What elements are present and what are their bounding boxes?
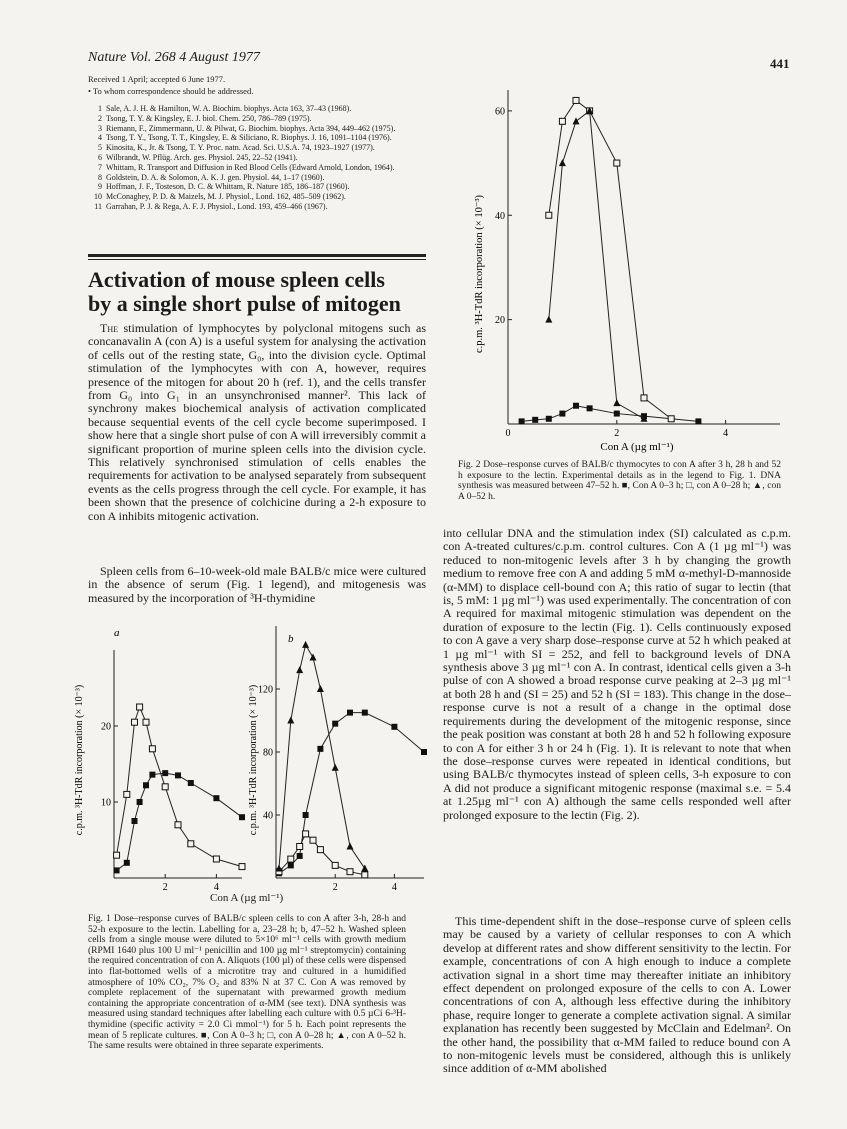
fig2-point-open-square	[546, 212, 552, 218]
fig1b-y-tick-label: 120	[258, 684, 273, 696]
fig1a-point-filled-square	[143, 782, 149, 788]
reference-number: 7	[98, 162, 102, 172]
fig2-point-filled-square	[519, 418, 525, 424]
reference-text: McConaghey, P. D. & Maizels, M. J. Physiol., Lond. 162, 485–509 (1962).	[106, 192, 346, 202]
body-paragraph-4: This time-dependent shift in the dose–response curve of spleen cells may be caused by a variety of cellular responses to con A which develop at different rates and show different sensitivity to the lectin. For example, concentrations of con A high enough to induce a complete activation signal in a short time may thereafter initiate an inhibitory effect dependent on prolonged exposure of the cells to con A. Lower concentrations of con A, although less effective during the inhibitory phase, require longer to generate a complete activation signal. A similar explanation has recently been suggested by McClain and Edelman². On the other hand, the possibility that α-MM failed to reduce bound con A to non-mitogenic levels must be considered, although this is unlikely since addition of α-MM abolished	[443, 914, 791, 1076]
section-rule-thin	[88, 259, 426, 260]
fig2-point-open-square	[559, 118, 565, 124]
fig1a-point-filled-square	[188, 780, 194, 786]
fig1a-series-line	[117, 707, 242, 867]
fig2-point-open-square	[614, 160, 620, 166]
figure-2	[462, 84, 792, 456]
reference-number: 3	[98, 123, 102, 133]
fig1b-point-open-square	[288, 856, 294, 862]
fig1a-point-filled-square	[149, 772, 155, 778]
received-note: Received 1 April; accepted 6 June 1977.	[88, 74, 226, 84]
fig1b-y-axis-label: c.p.m. ³H-TdR incorporation (× 10⁻³)	[248, 684, 259, 836]
fig2-series-line	[549, 111, 644, 419]
reference-number: 1	[98, 104, 102, 113]
fig2-y-tick-label: 40	[495, 210, 505, 222]
fig1b-point-filled-square	[391, 724, 397, 730]
reference-number: 8	[98, 172, 102, 182]
fig1b-point-filled-square	[297, 853, 303, 859]
fig1b-point-filled-square	[347, 710, 353, 716]
fig2-point-filled-square	[695, 418, 701, 424]
fig1a-point-open-square	[114, 852, 120, 858]
reference-item	[88, 143, 433, 153]
fig1b-point-triangle	[332, 764, 339, 771]
article-title	[88, 268, 433, 316]
fig2-y-tick-label: 20	[495, 315, 505, 327]
fig1b-series-line	[279, 645, 365, 869]
fig2-point-triangle	[559, 159, 566, 166]
fig2-plot	[495, 90, 780, 439]
reference-number: 4	[98, 133, 102, 143]
fig2-point-open-square	[668, 416, 674, 422]
fig1b-point-triangle	[296, 666, 303, 673]
fig2-point-filled-square	[587, 405, 593, 411]
fig1a-point-open-square	[175, 822, 181, 828]
fig1b-point-open-square	[310, 837, 316, 843]
fig1b-x-tick-label: 4	[391, 882, 397, 890]
fig1b-point-filled-square	[332, 721, 338, 727]
fig1-x-axis-label: Con A (µg ml⁻¹)	[210, 892, 284, 904]
fig1b-point-triangle	[310, 654, 317, 661]
reference-text: Goldstein, D. A. & Solomon, A. K. J. gen. Physiol. 44, 1–17 (1960).	[106, 172, 325, 182]
fig1b-y-tick-label: 40	[263, 810, 273, 822]
reference-number: 5	[98, 143, 102, 153]
fig1b-point-filled-square	[303, 812, 309, 818]
fig1a-point-filled-square	[239, 814, 245, 820]
body-paragraph-3: into cellular DNA and the stimulation index (SI) calculated as c.p.m. con A-treated cultures/c.p.m. control cultures. Con A (1 µg ml⁻¹) was reduced to non-mitogenic levels after 3 h by changing the growth medium to remove free con A and adding 5 mM α-methyl-D-mannoside (α-MM) to displace cell-bound con A; this ratio of sugar to lectin (that is, 5 mM: 1 µg ml⁻¹) was used experimentally. The concentration of con A required for maximal mitogenic stimulation was dependent on the duration of exposure to the lectin (Fig. 1). Cells continuously exposed to con A gave a very sharp dose–response curve at 52 h which peaked at 1 µg ml⁻¹ with SI = 252, and fell to background levels of DNA synthesis above 3 µg ml⁻¹ con A. In contrast, identical cells given a 3-h pulse of con A showed a broad response curve peaking at 2–3 µg ml⁻¹ at both 28 h and (SI = 25) and 52 h (SI = 183). This change in the dose–response curve is not a result of a change in the optimal dose requirements during the development of the mitogenic response, since the peak position was constant at both 28 h and 52 h following exposure to con A for either 3 h or 24 h (Fig. 1). It is relevant to note that when the dose–response curves were repeated in identical conditions, but using BALB/c thymocytes instead of spleen cells, 3-h exposure to con A did not produce a significant mitogenic response (maximal s.e. = 5.4 at 1.25µg ml⁻¹ con A) although the same cells responded well after prolonged exposure to the lectin (Fig. 2).	[443, 526, 791, 822]
reference-text: Sale, A. J. H. & Hamilton, W. A. Biochim. biophys. Acta 163, 37–43 (1968).	[106, 104, 352, 113]
figure-1	[70, 620, 430, 890]
reference-text: Riemann, F., Zimmermann, U. & Pilwat, G. Biochim. biophys. Acta 394, 449–462 (1975).	[106, 123, 396, 133]
fig1b-point-open-square	[317, 847, 323, 853]
correspondence-note: • To whom correspondence should be addressed.	[88, 86, 254, 96]
reference-text: Hoffman, J. F., Tosteson, D. C. & Whittam, R. Nature 185, 186–187 (1960).	[106, 182, 350, 192]
reference-item	[88, 163, 433, 173]
fig2-point-triangle	[545, 316, 552, 323]
figure-2-caption: Fig. 2 Dose–response curves of BALB/c thymocytes to con A after 3 h, 28 h and 52 h exposure to the lectin. Experimental details as in the legend to Fig. 1. DNA synthesis was measured between 47–52 h. ■, Con A 0–3 h; □, con A 0–28 h; ▲, con A 0–52 h.	[458, 460, 781, 502]
reference-text: Tsong, T. Y., Tsong, T. T., Kingsley, E. & Siliciano, R. Biophys. J. 16, 1091–1104 (1976).	[106, 133, 392, 143]
fig2-point-filled-square	[573, 403, 579, 409]
journal-header: Nature Vol. 268 4 August 1977	[88, 50, 260, 65]
fig2-x-tick-label: 0	[505, 428, 511, 439]
reference-item	[88, 182, 433, 192]
fig1-panel-a	[101, 650, 245, 890]
fig2-point-triangle	[573, 117, 580, 124]
reference-number: 2	[98, 113, 102, 123]
reference-number: 11	[94, 201, 102, 211]
fig1b-point-open-square	[297, 844, 303, 850]
fig1a-y-tick-label: 20	[101, 721, 111, 733]
reference-item	[88, 153, 433, 163]
fig1b-point-filled-square	[288, 862, 294, 868]
reference-number: 9	[98, 182, 102, 192]
fig2-x-axis-label: Con A (µg ml⁻¹)	[600, 441, 674, 453]
reference-item	[88, 202, 433, 212]
fig1b-point-open-square	[362, 872, 368, 878]
reference-number: 6	[98, 152, 102, 162]
fig1a-x-tick-label: 2	[162, 882, 168, 890]
fig1a-y-axis-label: c.p.m. ³H-TdR incorporation (× 10⁻³)	[74, 684, 85, 836]
body-paragraph-1	[88, 322, 426, 523]
fig1b-point-triangle	[287, 717, 294, 724]
reference-item	[88, 104, 433, 114]
fig2-point-filled-square	[532, 417, 538, 423]
fig1b-point-open-square	[347, 869, 353, 875]
fig1a-point-open-square	[131, 719, 137, 725]
fig1b-point-triangle	[347, 843, 354, 850]
reference-item	[88, 192, 433, 202]
panel-b-label: b	[288, 633, 294, 645]
fig2-point-filled-square	[546, 416, 552, 422]
section-rule	[88, 254, 426, 257]
fig2-point-open-square	[573, 97, 579, 103]
fig1a-point-open-square	[213, 856, 219, 862]
fig1a-point-filled-square	[175, 772, 181, 778]
fig1a-point-open-square	[149, 746, 155, 752]
fig1b-point-open-square	[332, 862, 338, 868]
fig1b-point-filled-square	[362, 710, 368, 716]
fig1b-x-tick-label: 2	[332, 882, 338, 890]
reference-number: 10	[94, 192, 102, 202]
fig1a-point-open-square	[143, 719, 149, 725]
fig2-y-tick-label: 60	[495, 106, 505, 118]
fig1a-point-filled-square	[131, 818, 137, 824]
fig1a-point-filled-square	[114, 867, 120, 873]
fig1a-point-open-square	[124, 791, 130, 797]
reference-item	[88, 124, 433, 134]
fig1a-point-open-square	[162, 784, 168, 790]
fig2-point-filled-square	[614, 411, 620, 417]
reference-text: Whittam, R. Transport and Diffusion in Red Blood Cells (Edward Arnold, London, 1964).	[106, 162, 395, 172]
fig1a-point-open-square	[188, 841, 194, 847]
panel-a-label: a	[114, 627, 120, 639]
body-paragraph-2: Spleen cells from 6–10-week-old male BALB/c mice were cultured in the absence of serum (Fig. 1 legend), and mitogenesis was measured by the incorporation of ³H-thymidine	[88, 564, 426, 605]
fig2-point-triangle	[613, 399, 620, 406]
paragraph-1-text: stimulation of lymphocytes by polyclonal mitogens such as concanavalin A (con A) is a useful system for analysing the activation of cells out of the resting state, G₀, into the division cycle. Optimal stimulation of the lymphocytes with con A, however, requires presence of the mitogen for about 20 h (ref. 1), and the cells transfer from G₀ into G₁ in an unsynchronised manner². This lack of synchrony makes biochemical analysis of activation complicated because sequential events of the cell cycle become superimposed. I show here that a single short pulse of con A will irreversibly commit a significant proportion of murine spleen cells into the division cycle. This relatively synchronised stimulation of cells enables the requirements for activation to be analysed separately from subsequent events as the cells progress through the cell cycle. For example, it has been shown that the presence of colchicine during a 2-h exposure to con A inhibits mitogenic activation.	[88, 321, 427, 523]
fig1b-point-triangle	[302, 641, 309, 648]
lead-word: The	[100, 321, 118, 335]
fig1a-point-filled-square	[124, 860, 130, 866]
fig1a-point-filled-square	[213, 795, 219, 801]
fig1b-point-open-square	[303, 831, 309, 837]
reference-text: Kinosita, K., Jr. & Tsong, T. Y. Proc. natn. Acad. Sci. U.S.A. 74, 1923–1927 (1977).	[106, 143, 375, 153]
fig1a-point-open-square	[239, 864, 245, 870]
fig1a-y-tick-label: 10	[101, 797, 111, 809]
fig1a-point-filled-square	[137, 799, 143, 805]
fig1a-x-tick-label: 4	[213, 882, 219, 890]
title-line-1: Activation of mouse spleen cells	[88, 267, 385, 292]
fig2-y-axis-label: c.p.m. ³H-TdR incorporation (× 10⁻³)	[474, 194, 485, 354]
fig2-point-filled-square	[559, 411, 565, 417]
fig1a-point-open-square	[137, 704, 143, 710]
reference-item	[88, 133, 433, 143]
fig1b-point-filled-square	[421, 749, 427, 755]
reference-text: Wilbrandt, W. Pflüg. Arch. ges. Physiol. 245, 22–52 (1941).	[106, 152, 298, 162]
fig1-panel-b	[258, 626, 427, 890]
fig1a-point-filled-square	[162, 770, 168, 776]
fig1b-y-tick-label: 80	[263, 747, 273, 759]
reference-text: Garrahan, P. J. & Rega, A. F. J. Physiol., Lond. 193, 459–466 (1967).	[106, 201, 328, 211]
title-line-2: by a single short pulse of mitogen	[88, 291, 401, 316]
fig1b-point-triangle	[275, 865, 282, 872]
reference-list	[88, 104, 433, 212]
page-number: 441	[770, 56, 790, 71]
fig1b-point-filled-square	[317, 746, 323, 752]
figure-1-caption: Fig. 1 Dose–response curves of BALB/c spleen cells to con A after 3-h, 28-h and 52-h exposure to the lectin. Labelling for a, 23–28 h; b, 47–52 h. Washed spleen cells from a single mouse were diluted to 5×10⁶ ml⁻¹ cells with growth medium (RPMI 1640 plus 100 U ml⁻¹ penicillin and 100 µg ml⁻¹ streptomycin) containing the required concentration of con A. Aliquots (100 µl) of these cells were dispensed into flat-bottomed wells of a microtitre tray and cultured in a humidified atmosphere of 10% CO₂, 7% O₂ and 83% N at 37 C. Con A was removed by complete replacement of the supernatant with prewarmed growth medium containing the appropriate concentration of α-MM (see text). DNA synthesis was measured using standard techniques after labelling each culture with 0.5 µCi 6-³H-thymidine (specific activity = 2.0 Ci mmol⁻¹) for 5 h. Each point represents the mean of 5 replicate cultures. ■, Con A 0–3 h; □, con A 0–28 h; ▲, con A 0–52 h. The same results were obtained in three separate experiments.	[88, 914, 406, 1052]
fig2-x-tick-label: 4	[723, 428, 729, 439]
fig2-point-open-square	[641, 395, 647, 401]
reference-item	[88, 173, 433, 183]
reference-item	[88, 114, 433, 124]
fig2-x-tick-label: 2	[614, 428, 620, 439]
reference-text: Tsong, T. Y. & Kingsley, E. J. biol. Chem. 250, 786–789 (1975).	[106, 113, 312, 123]
fig1b-point-triangle	[317, 685, 324, 692]
